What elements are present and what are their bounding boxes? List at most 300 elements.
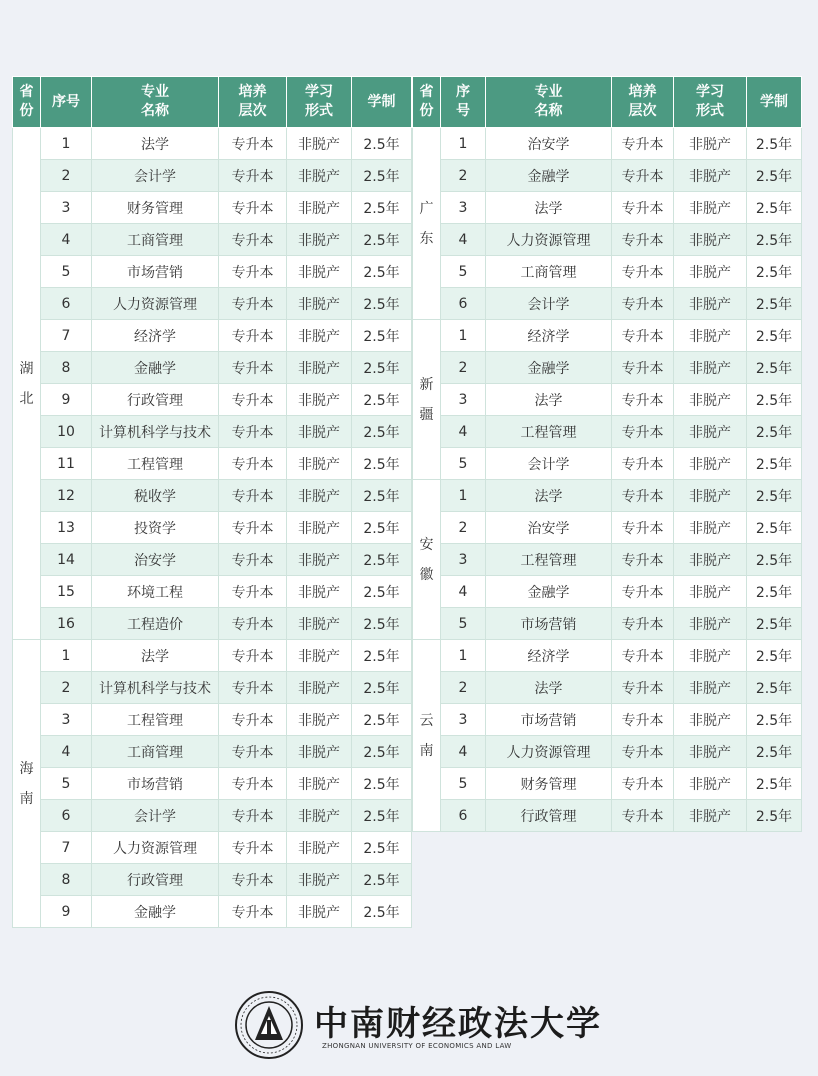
table-row xyxy=(13,896,412,928)
table-row xyxy=(13,768,412,800)
major-cell: 法学 xyxy=(92,128,219,160)
table-row xyxy=(13,384,412,416)
index-cell: 5 xyxy=(41,256,92,288)
major-cell: 人力资源管理 xyxy=(92,832,219,864)
index-cell: 2 xyxy=(41,672,92,704)
table-row xyxy=(413,512,802,544)
table-row xyxy=(13,288,412,320)
duration-cell: 2.5年 xyxy=(352,320,412,352)
province-char: 海 xyxy=(19,760,34,777)
study-mode-cell: 非脱产 xyxy=(674,224,747,256)
index-cell: 1 xyxy=(441,128,486,160)
level-cell: 专升本 xyxy=(219,768,287,800)
level-cell: 专升本 xyxy=(219,480,287,512)
level-cell: 专升本 xyxy=(612,192,674,224)
index-cell: 6 xyxy=(441,800,486,832)
duration-cell: 2.5年 xyxy=(352,800,412,832)
province-char: 云 xyxy=(419,712,434,729)
duration-cell: 2.5年 xyxy=(352,352,412,384)
duration-cell: 2.5年 xyxy=(747,480,802,512)
major-cell: 税收学 xyxy=(92,480,219,512)
university-seal-icon xyxy=(234,990,304,1060)
table-row xyxy=(13,608,412,640)
study-mode-cell: 非脱产 xyxy=(674,128,747,160)
major-cell: 计算机科学与技术 xyxy=(92,672,219,704)
index-cell: 5 xyxy=(441,448,486,480)
table-row xyxy=(413,352,802,384)
university-name-english: ZHONGNAN UNIVERSITY OF ECONOMICS AND LAW xyxy=(322,1042,512,1050)
study-mode-cell: 非脱产 xyxy=(674,640,747,672)
duration-cell: 2.5年 xyxy=(352,256,412,288)
table-row xyxy=(413,224,802,256)
level-cell: 专升本 xyxy=(219,544,287,576)
duration-cell: 2.5年 xyxy=(352,224,412,256)
major-cell: 财务管理 xyxy=(92,192,219,224)
province-cell xyxy=(413,320,441,480)
level-cell: 专升本 xyxy=(612,640,674,672)
province-char: 北 xyxy=(19,390,34,407)
major-cell: 治安学 xyxy=(486,128,612,160)
study-mode-cell: 非脱产 xyxy=(674,256,747,288)
duration-cell: 2.5年 xyxy=(747,640,802,672)
study-mode-cell: 非脱产 xyxy=(287,384,352,416)
table-row xyxy=(413,128,802,160)
duration-cell: 2.5年 xyxy=(352,864,412,896)
study-mode-cell: 非脱产 xyxy=(674,192,747,224)
duration-cell: 2.5年 xyxy=(352,480,412,512)
duration-cell: 2.5年 xyxy=(352,640,412,672)
index-cell: 4 xyxy=(41,224,92,256)
level-cell: 专升本 xyxy=(219,672,287,704)
index-cell: 3 xyxy=(441,704,486,736)
table-row xyxy=(413,608,802,640)
major-cell: 经济学 xyxy=(486,320,612,352)
duration-cell: 2.5年 xyxy=(747,608,802,640)
index-cell: 2 xyxy=(41,160,92,192)
table-row xyxy=(413,160,802,192)
level-cell: 专升本 xyxy=(219,448,287,480)
header-level: 培养 层次 xyxy=(219,77,287,128)
table-row xyxy=(413,256,802,288)
header-province: 省 份 xyxy=(413,77,441,128)
study-mode-cell: 非脱产 xyxy=(674,448,747,480)
header-study-mode: 学习 形式 xyxy=(287,77,352,128)
index-cell: 5 xyxy=(41,768,92,800)
duration-cell: 2.5年 xyxy=(352,160,412,192)
level-cell: 专升本 xyxy=(219,352,287,384)
study-mode-cell: 非脱产 xyxy=(287,416,352,448)
major-cell: 人力资源管理 xyxy=(486,224,612,256)
duration-cell: 2.5年 xyxy=(352,512,412,544)
duration-cell: 2.5年 xyxy=(747,512,802,544)
index-cell: 3 xyxy=(441,544,486,576)
index-cell: 7 xyxy=(41,320,92,352)
header-study-mode: 学习 形式 xyxy=(674,77,747,128)
header-index: 序 号 xyxy=(441,77,486,128)
duration-cell: 2.5年 xyxy=(352,704,412,736)
table-row xyxy=(13,704,412,736)
study-mode-cell: 非脱产 xyxy=(287,576,352,608)
index-cell: 10 xyxy=(41,416,92,448)
level-cell: 专升本 xyxy=(612,608,674,640)
duration-cell: 2.5年 xyxy=(747,544,802,576)
level-cell: 专升本 xyxy=(612,448,674,480)
table-row xyxy=(13,544,412,576)
study-mode-cell: 非脱产 xyxy=(287,192,352,224)
major-cell: 金融学 xyxy=(92,352,219,384)
major-cell: 工商管理 xyxy=(92,224,219,256)
study-mode-cell: 非脱产 xyxy=(674,800,747,832)
table-row xyxy=(413,384,802,416)
index-cell: 8 xyxy=(41,864,92,896)
study-mode-cell: 非脱产 xyxy=(287,224,352,256)
table-row xyxy=(13,672,412,704)
province-cell xyxy=(413,480,441,640)
level-cell: 专升本 xyxy=(612,672,674,704)
duration-cell: 2.5年 xyxy=(747,320,802,352)
index-cell: 1 xyxy=(41,128,92,160)
table-row xyxy=(13,512,412,544)
index-cell: 1 xyxy=(41,640,92,672)
study-mode-cell: 非脱产 xyxy=(287,608,352,640)
province-char: 东 xyxy=(419,230,434,247)
study-mode-cell: 非脱产 xyxy=(287,672,352,704)
province-cell xyxy=(13,640,41,928)
index-cell: 16 xyxy=(41,608,92,640)
duration-cell: 2.5年 xyxy=(352,768,412,800)
major-cell: 法学 xyxy=(486,384,612,416)
table-row xyxy=(13,128,412,160)
major-cell: 会计学 xyxy=(92,800,219,832)
level-cell: 专升本 xyxy=(612,512,674,544)
table-row xyxy=(413,416,802,448)
table-row xyxy=(13,640,412,672)
table-row xyxy=(13,864,412,896)
index-cell: 12 xyxy=(41,480,92,512)
level-cell: 专升本 xyxy=(612,416,674,448)
table-row xyxy=(413,320,802,352)
study-mode-cell: 非脱产 xyxy=(287,896,352,928)
study-mode-cell: 非脱产 xyxy=(674,704,747,736)
study-mode-cell: 非脱产 xyxy=(674,576,747,608)
study-mode-cell: 非脱产 xyxy=(287,544,352,576)
table-row xyxy=(413,704,802,736)
level-cell: 专升本 xyxy=(219,608,287,640)
duration-cell: 2.5年 xyxy=(352,288,412,320)
major-cell: 工程管理 xyxy=(92,448,219,480)
table-row xyxy=(13,416,412,448)
study-mode-cell: 非脱产 xyxy=(674,320,747,352)
index-cell: 4 xyxy=(41,736,92,768)
duration-cell: 2.5年 xyxy=(747,800,802,832)
index-cell: 8 xyxy=(41,352,92,384)
level-cell: 专升本 xyxy=(612,224,674,256)
level-cell: 专升本 xyxy=(612,576,674,608)
level-cell: 专升本 xyxy=(612,704,674,736)
table-row xyxy=(413,480,802,512)
table-row xyxy=(13,256,412,288)
index-cell: 5 xyxy=(441,608,486,640)
duration-cell: 2.5年 xyxy=(747,384,802,416)
table-row xyxy=(13,480,412,512)
level-cell: 专升本 xyxy=(612,480,674,512)
index-cell: 3 xyxy=(441,192,486,224)
duration-cell: 2.5年 xyxy=(747,224,802,256)
major-cell: 工程管理 xyxy=(486,544,612,576)
major-cell: 治安学 xyxy=(92,544,219,576)
table-row xyxy=(413,192,802,224)
index-cell: 11 xyxy=(41,448,92,480)
study-mode-cell: 非脱产 xyxy=(674,288,747,320)
level-cell: 专升本 xyxy=(219,128,287,160)
table-row xyxy=(13,192,412,224)
level-cell: 专升本 xyxy=(219,704,287,736)
duration-cell: 2.5年 xyxy=(352,544,412,576)
major-cell: 法学 xyxy=(486,480,612,512)
major-cell: 计算机科学与技术 xyxy=(92,416,219,448)
study-mode-cell: 非脱产 xyxy=(287,640,352,672)
duration-cell: 2.5年 xyxy=(747,352,802,384)
major-cell: 投资学 xyxy=(92,512,219,544)
header-major: 专业 名称 xyxy=(92,77,219,128)
table-row xyxy=(413,800,802,832)
majors-table-right xyxy=(412,76,802,832)
level-cell: 专升本 xyxy=(612,160,674,192)
study-mode-cell: 非脱产 xyxy=(287,320,352,352)
study-mode-cell: 非脱产 xyxy=(674,544,747,576)
major-cell: 经济学 xyxy=(92,320,219,352)
level-cell: 专升本 xyxy=(219,736,287,768)
table-row xyxy=(413,672,802,704)
study-mode-cell: 非脱产 xyxy=(287,512,352,544)
major-cell: 会计学 xyxy=(486,288,612,320)
study-mode-cell: 非脱产 xyxy=(287,864,352,896)
table-row xyxy=(13,576,412,608)
major-cell: 行政管理 xyxy=(92,384,219,416)
index-cell: 1 xyxy=(441,480,486,512)
index-cell: 5 xyxy=(441,256,486,288)
duration-cell: 2.5年 xyxy=(352,608,412,640)
duration-cell: 2.5年 xyxy=(747,128,802,160)
level-cell: 专升本 xyxy=(219,864,287,896)
major-cell: 金融学 xyxy=(92,896,219,928)
index-cell: 15 xyxy=(41,576,92,608)
university-name: 中南财经政法大学 xyxy=(314,1004,602,1044)
table-row xyxy=(413,544,802,576)
study-mode-cell: 非脱产 xyxy=(287,352,352,384)
level-cell: 专升本 xyxy=(612,288,674,320)
duration-cell: 2.5年 xyxy=(747,576,802,608)
level-cell: 专升本 xyxy=(219,384,287,416)
level-cell: 专升本 xyxy=(219,160,287,192)
table-row xyxy=(13,224,412,256)
header-index: 序号 xyxy=(41,77,92,128)
level-cell: 专升本 xyxy=(612,736,674,768)
header-row xyxy=(413,77,802,128)
level-cell: 专升本 xyxy=(219,224,287,256)
header-province: 省 份 xyxy=(13,77,41,128)
major-cell: 工商管理 xyxy=(92,736,219,768)
study-mode-cell: 非脱产 xyxy=(287,704,352,736)
province-char: 安 xyxy=(419,536,434,553)
province-char: 徽 xyxy=(419,566,434,583)
index-cell: 4 xyxy=(441,224,486,256)
major-cell: 法学 xyxy=(486,192,612,224)
index-cell: 3 xyxy=(441,384,486,416)
province-char: 南 xyxy=(419,742,434,759)
table-row xyxy=(413,736,802,768)
duration-cell: 2.5年 xyxy=(747,288,802,320)
level-cell: 专升本 xyxy=(612,544,674,576)
major-cell: 行政管理 xyxy=(486,800,612,832)
index-cell: 6 xyxy=(441,288,486,320)
study-mode-cell: 非脱产 xyxy=(287,480,352,512)
major-cell: 法学 xyxy=(486,672,612,704)
study-mode-cell: 非脱产 xyxy=(674,512,747,544)
table-row xyxy=(13,800,412,832)
duration-cell: 2.5年 xyxy=(747,672,802,704)
province-char: 广 xyxy=(419,200,434,217)
majors-table-left xyxy=(12,76,412,928)
major-cell: 经济学 xyxy=(486,640,612,672)
duration-cell: 2.5年 xyxy=(352,416,412,448)
index-cell: 4 xyxy=(441,416,486,448)
duration-cell: 2.5年 xyxy=(747,768,802,800)
level-cell: 专升本 xyxy=(219,416,287,448)
header-row xyxy=(13,77,412,128)
duration-cell: 2.5年 xyxy=(352,192,412,224)
index-cell: 3 xyxy=(41,192,92,224)
duration-cell: 2.5年 xyxy=(747,448,802,480)
province-char: 湖 xyxy=(19,360,34,377)
duration-cell: 2.5年 xyxy=(352,736,412,768)
index-cell: 13 xyxy=(41,512,92,544)
table-row xyxy=(13,160,412,192)
header-level: 培养 层次 xyxy=(612,77,674,128)
table-row xyxy=(413,288,802,320)
level-cell: 专升本 xyxy=(612,352,674,384)
major-cell: 市场营销 xyxy=(92,256,219,288)
index-cell: 2 xyxy=(441,160,486,192)
duration-cell: 2.5年 xyxy=(352,128,412,160)
university-logo xyxy=(234,990,602,1060)
study-mode-cell: 非脱产 xyxy=(674,768,747,800)
index-cell: 6 xyxy=(41,288,92,320)
province-cell xyxy=(413,640,441,832)
level-cell: 专升本 xyxy=(612,320,674,352)
major-cell: 工程造价 xyxy=(92,608,219,640)
level-cell: 专升本 xyxy=(612,800,674,832)
study-mode-cell: 非脱产 xyxy=(674,736,747,768)
major-cell: 金融学 xyxy=(486,576,612,608)
index-cell: 5 xyxy=(441,768,486,800)
major-cell: 工程管理 xyxy=(486,416,612,448)
study-mode-cell: 非脱产 xyxy=(287,128,352,160)
study-mode-cell: 非脱产 xyxy=(674,480,747,512)
table-row xyxy=(13,736,412,768)
level-cell: 专升本 xyxy=(612,128,674,160)
duration-cell: 2.5年 xyxy=(352,832,412,864)
duration-cell: 2.5年 xyxy=(352,384,412,416)
table-row xyxy=(13,320,412,352)
study-mode-cell: 非脱产 xyxy=(287,768,352,800)
level-cell: 专升本 xyxy=(219,512,287,544)
major-cell: 金融学 xyxy=(486,352,612,384)
major-cell: 市场营销 xyxy=(486,704,612,736)
table-row xyxy=(413,576,802,608)
level-cell: 专升本 xyxy=(219,256,287,288)
major-cell: 法学 xyxy=(92,640,219,672)
duration-cell: 2.5年 xyxy=(747,160,802,192)
table-row xyxy=(413,640,802,672)
major-cell: 会计学 xyxy=(486,448,612,480)
index-cell: 9 xyxy=(41,384,92,416)
level-cell: 专升本 xyxy=(219,832,287,864)
duration-cell: 2.5年 xyxy=(747,192,802,224)
study-mode-cell: 非脱产 xyxy=(674,608,747,640)
index-cell: 1 xyxy=(441,320,486,352)
level-cell: 专升本 xyxy=(219,800,287,832)
province-char: 疆 xyxy=(419,406,434,423)
duration-cell: 2.5年 xyxy=(352,896,412,928)
level-cell: 专升本 xyxy=(219,192,287,224)
study-mode-cell: 非脱产 xyxy=(674,352,747,384)
table-row xyxy=(13,352,412,384)
study-mode-cell: 非脱产 xyxy=(674,160,747,192)
header-duration: 学制 xyxy=(352,77,412,128)
level-cell: 专升本 xyxy=(219,320,287,352)
index-cell: 9 xyxy=(41,896,92,928)
index-cell: 4 xyxy=(441,576,486,608)
index-cell: 14 xyxy=(41,544,92,576)
level-cell: 专升本 xyxy=(612,384,674,416)
index-cell: 2 xyxy=(441,512,486,544)
study-mode-cell: 非脱产 xyxy=(287,448,352,480)
study-mode-cell: 非脱产 xyxy=(287,832,352,864)
index-cell: 7 xyxy=(41,832,92,864)
study-mode-cell: 非脱产 xyxy=(674,672,747,704)
major-cell: 金融学 xyxy=(486,160,612,192)
index-cell: 4 xyxy=(441,736,486,768)
study-mode-cell: 非脱产 xyxy=(674,416,747,448)
major-cell: 市场营销 xyxy=(92,768,219,800)
level-cell: 专升本 xyxy=(219,288,287,320)
province-char: 南 xyxy=(19,790,34,807)
index-cell: 6 xyxy=(41,800,92,832)
index-cell: 1 xyxy=(441,640,486,672)
study-mode-cell: 非脱产 xyxy=(287,736,352,768)
level-cell: 专升本 xyxy=(219,576,287,608)
province-char: 新 xyxy=(419,376,434,393)
major-cell: 人力资源管理 xyxy=(486,736,612,768)
duration-cell: 2.5年 xyxy=(747,256,802,288)
index-cell: 3 xyxy=(41,704,92,736)
study-mode-cell: 非脱产 xyxy=(287,288,352,320)
table-row xyxy=(13,448,412,480)
header-major: 专业 名称 xyxy=(486,77,612,128)
study-mode-cell: 非脱产 xyxy=(287,800,352,832)
duration-cell: 2.5年 xyxy=(747,736,802,768)
major-cell: 行政管理 xyxy=(92,864,219,896)
major-cell: 市场营销 xyxy=(486,608,612,640)
major-cell: 工程管理 xyxy=(92,704,219,736)
duration-cell: 2.5年 xyxy=(352,672,412,704)
major-cell: 财务管理 xyxy=(486,768,612,800)
level-cell: 专升本 xyxy=(219,896,287,928)
level-cell: 专升本 xyxy=(612,768,674,800)
duration-cell: 2.5年 xyxy=(747,704,802,736)
major-cell: 会计学 xyxy=(92,160,219,192)
